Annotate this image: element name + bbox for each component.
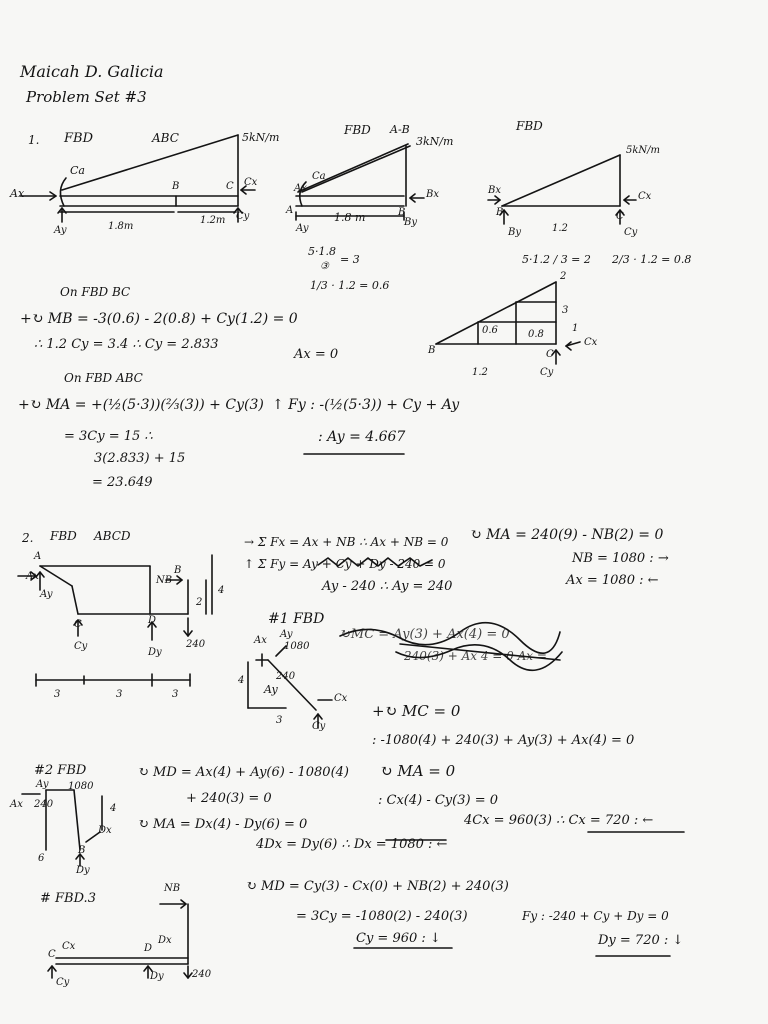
tri-0-8-label: 0.8 (528, 329, 544, 340)
moment-d3-equation: ↻ MD = Cy(3) - Cx(0) + NB(2) + 240(3) (246, 879, 509, 894)
tri-b-label: B (428, 345, 436, 356)
p2-nb-label: NB (156, 575, 173, 586)
p1-third-line: 1/3 · 1.2 = 0.6 (310, 279, 390, 292)
p1-c3-label: C (616, 211, 624, 222)
moment-a-equation: +↻ MA = +(½(5·3))(⅔(3)) + Cy(3) (18, 397, 264, 413)
tri-c-label: C (546, 349, 554, 360)
scratch-moment-c: ↻MC = Ay(3) + Ax(4) = 0 (340, 627, 510, 642)
mc-zero: +↻ MC = 0 (372, 702, 461, 720)
p2-cy-label: Cy (74, 641, 88, 652)
p1-number: 1. (28, 133, 40, 147)
p1-ax-label: Ax (10, 187, 25, 200)
p2-dy-label: Dy (148, 647, 162, 658)
p1-frac-num: 5·1.8 (308, 245, 336, 258)
fbd-abc-diagram (20, 135, 258, 222)
p1-frac-res: = 3 (340, 253, 360, 266)
scratch-line-2: 240(3) + Ax 4 = 0 Ax = (404, 649, 547, 663)
tri-2-label: 2 (560, 271, 567, 282)
f2-b: B (78, 845, 86, 856)
p1-ay-label: Ay (54, 225, 67, 236)
nb-result: NB = 1080 : → (572, 551, 669, 566)
p1-bx-label: Bx (426, 189, 439, 200)
cy-equation: = 3Cy = -1080(2) - 240(3) (296, 909, 468, 924)
cx-result: 4Cx = 960(3) ∴ Cx = 720 : ← (464, 813, 654, 828)
f2-1080: 1080 (68, 781, 94, 792)
moment-a-frame: ↻ MA = 240(9) - NB(2) = 0 (470, 527, 664, 543)
ax-result: Ax = 1080 : ← (566, 573, 659, 588)
p1-cy-label: Cy (236, 211, 250, 222)
on-fbd-abc: On FBD ABC (64, 371, 143, 385)
p1-load-label: 5kN/m (242, 131, 280, 144)
p1-a2-label: A (286, 205, 294, 216)
p1-ax2-label: Ax (294, 183, 307, 194)
load-triangle-diagram (436, 282, 580, 364)
tri-1-label: 1 (572, 323, 579, 334)
p1-ca-label: Ca (70, 164, 85, 177)
problem-set-title: Problem Set #3 (26, 88, 147, 106)
fy3-equation: Fy : -240 + Cy + Dy = 0 (522, 909, 669, 923)
f1-1080: 1080 (284, 641, 310, 652)
sum-fx: → Σ Fx = Ax + NB ∴ Ax + NB = 0 (244, 535, 449, 549)
tri-0-6-label: 0.6 (482, 325, 498, 336)
p1-fbd-label: FBD (64, 131, 93, 146)
p1-ay2-label: Ay (296, 223, 309, 234)
p1-b3-label: B (496, 207, 504, 218)
tri-1-2-label: 1.2 (472, 367, 488, 378)
p2-240-label: 240 (186, 639, 206, 650)
f1-cy: Cy (312, 721, 326, 732)
sum-fy: ↑ Σ Fy = Ay + Cy + Dy - 240 = 0 (244, 557, 446, 571)
f3-cy: Cy (56, 977, 70, 988)
ax-zero: Ax = 0 (294, 347, 339, 362)
fbd-bc-diagram (488, 155, 636, 224)
tri-cy-label: Cy (540, 367, 554, 378)
abc-line-1: = 3Cy = 15 ∴ (64, 429, 153, 444)
cy-solution: ∴ 1.2 Cy = 3.4 ∴ Cy = 2.833 (34, 337, 219, 352)
p1-cy3-label: Cy (624, 227, 638, 238)
p1-load-ab: 3kN/m (416, 135, 454, 148)
f3-dy: Dy (150, 971, 164, 982)
ma-zero: ↻ MA = 0 (380, 762, 456, 780)
p2-ax-label: Ax (26, 571, 39, 582)
ay-result: : Ay = 4.667 (318, 429, 406, 445)
f2-ay: Ay (36, 779, 49, 790)
p1-load3: 5kN/m (626, 145, 661, 156)
f1-dim-3: 3 (276, 715, 283, 726)
f2-dx: Dx (98, 825, 112, 836)
p1-dim-1-8b: 1.8 m (334, 211, 366, 224)
p1-calc2: 2/3 · 1.2 = 0.8 (612, 253, 692, 266)
p2-a-label: A (34, 551, 42, 562)
p2-dim-4: 4 (218, 585, 225, 596)
p1-frac-den: ③ (320, 261, 329, 272)
dy-result: Dy = 720 : ↓ (598, 933, 684, 948)
p1-abc-label: ABC (152, 131, 179, 145)
f1-dim-4: 4 (238, 675, 245, 686)
f3-nb: NB (164, 883, 181, 894)
f1-cx: Cx (334, 693, 348, 704)
p1-dim-1-8: 1.8m (108, 221, 134, 232)
p2-width-2: 3 (116, 689, 123, 700)
f2-240: 240 (34, 799, 54, 810)
p1-by-label: By (404, 217, 417, 228)
f1-ay2: Ay (264, 683, 278, 696)
tri-3-label: 3 (562, 305, 569, 316)
f1-240: 240 (276, 671, 296, 682)
abc-line-3: = 23.649 (92, 475, 153, 490)
p2-abcd-label: ABCD (94, 529, 131, 543)
fbd2-title: #2 FBD (34, 763, 87, 778)
p2-width-3: 3 (172, 689, 179, 700)
student-name: Maicah D. Galicia (20, 62, 164, 81)
tri-cx-label: Cx (584, 337, 598, 348)
abc-line-2: 3(2.833) + 15 (94, 451, 186, 466)
p1-ca2-label: Ca (312, 171, 326, 182)
f3-dx: Dx (158, 935, 172, 946)
p2-b-label: B (174, 565, 182, 576)
f3-c: C (48, 949, 56, 960)
cy-result: Cy = 960 : ↓ (356, 931, 441, 946)
p2-number: 2. (22, 531, 34, 545)
p1-by3-label: By (508, 227, 521, 238)
fy-equation: ↑ Fy : -(½(5·3)) + Cy + Ay (272, 397, 460, 413)
dx-result: 4Dx = Dy(6) ∴ Dx = 1080 : ← (256, 837, 448, 852)
moment-b-equation: +↻ MB = -3(0.6) - 2(0.8) + Cy(1.2) = 0 (20, 311, 298, 327)
p1-calc1: 5·1.2 / 3 = 2 (522, 253, 591, 266)
p2-ay-label: Ay (40, 589, 53, 600)
p2-dim-2: 2 (196, 597, 203, 608)
cx-equation: : Cx(4) - Cy(3) = 0 (378, 793, 498, 808)
f2-dim-6: 6 (38, 853, 45, 864)
p1-b-label: B (172, 181, 180, 192)
on-fbd-bc: On FBD BC (60, 285, 131, 299)
mc-equation: : -1080(4) + 240(3) + Ay(3) + Ax(4) = 0 (372, 733, 635, 748)
p1-bx3-label: Bx (488, 185, 501, 196)
p1-cx-label: Cx (244, 177, 258, 188)
fbd1-diagram (248, 646, 332, 728)
f3-d: D (144, 943, 153, 954)
f1-ax: Ax (254, 635, 267, 646)
fbd-abcd-diagram (18, 555, 212, 686)
p1-fbd-ab-label: FBD (344, 123, 371, 137)
f3-240: 240 (192, 969, 212, 980)
p1-cx3-label: Cx (638, 191, 652, 202)
p1-b2-label: B (398, 207, 406, 218)
f2-ax: Ax (10, 799, 23, 810)
p1-fbd3-label: FBD (516, 119, 543, 133)
f3-cx: Cx (62, 941, 76, 952)
f2-dim-4: 4 (110, 803, 117, 814)
ay-240: Ay - 240 ∴ Ay = 240 (322, 579, 453, 594)
f1-ay: Ay (280, 629, 293, 640)
fbd1-title: #1 FBD (268, 611, 325, 627)
fbd3-title: # FBD.3 (40, 891, 96, 906)
moment-d-line-2: + 240(3) = 0 (186, 791, 272, 806)
p2-c-label: C (74, 619, 82, 630)
moment-d-equation: ↻ MD = Ax(4) + Ay(6) - 1080(4) (138, 765, 349, 780)
p1-dim-1-2b: 1.2 (552, 223, 568, 234)
p1-ab-label: A-B (390, 123, 410, 136)
f2-dy: Dy (76, 865, 90, 876)
p1-dim-1-2: 1.2m (200, 215, 226, 226)
p1-c-label: C (226, 181, 234, 192)
p2-width-1: 3 (54, 689, 61, 700)
p2-fbd-label: FBD (50, 529, 77, 543)
p2-d-label: D (148, 615, 157, 626)
ma-dx-equation: ↻ MA = Dx(4) - Dy(6) = 0 (138, 817, 308, 832)
